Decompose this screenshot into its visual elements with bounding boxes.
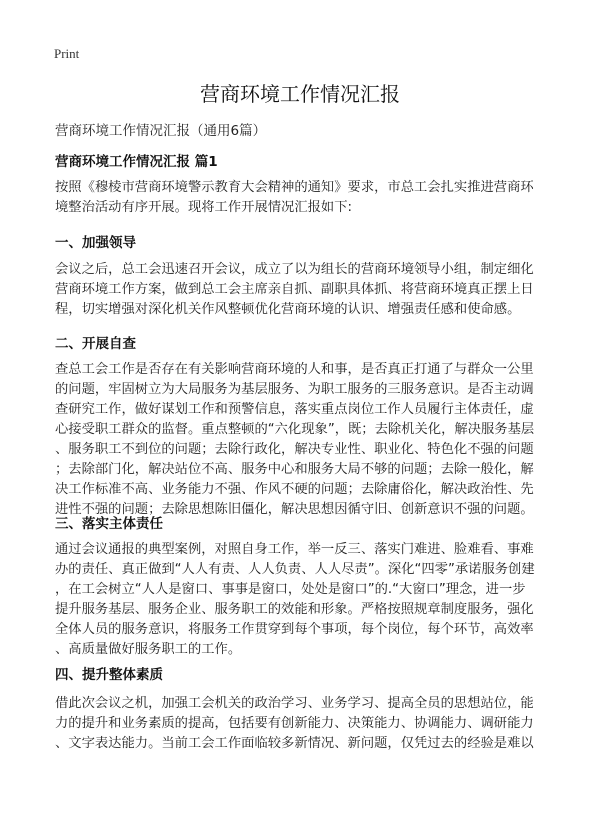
text-line: 程，切实增强对深化机关作风整顿优化营商环境的认识、增强责任感和使命感。 [55,302,521,317]
text-line: 通过会议通报的典型案例，对照自身工作，举一反三、落实门难进、脸难看、事难 [55,542,534,557]
intro-paragraph [55,178,534,218]
text-line: ；去除部门化，解决站位不高、服务中心和服务大局不够的问题；去除一般化，解 [55,462,534,477]
section-paragraph [55,540,535,660]
section-heading: 三、落实主体责任 [55,516,163,532]
section-heading: 一、加强领导 [55,235,136,251]
section-paragraph [55,360,534,520]
section-paragraph [55,260,534,320]
text-line: 、服务职工不到位的问题；去除行政化，解决专业性、职业化、特色化不强的问题 [55,442,534,457]
text-line: 、文字表达能力。当前工会工作面临较多新情况、新问题，仅凭过去的经验是难以 [55,736,534,751]
subtitle: 营商环境工作情况汇报（通用6篇） [55,123,267,139]
text-line: 办的责任、真正做到“人人有责、人人负责、人人尽责”。深化“四零”承诺服务创建 [55,562,535,577]
article-heading: 营商环境工作情况汇报 篇1 [55,154,218,170]
text-line: 借此次会议之机，加强工会机关的政治学习、业务学习、提高全员的思想站位，能 [55,696,534,711]
text-line: 全体人员的服务意识，将服务工作贯穿到每个事项，每个岗位，每个环节，高效率 [55,622,534,637]
text-line: ，在工会树立“人人是窗口、事事是窗口，处处是窗口”的.“大窗口”理念，进一步 [55,582,526,597]
text-line: 境整治活动有序开展。现将工作开展情况汇报如下: [55,200,353,215]
text-line: 、高质量做好服务职工的工作。 [55,642,242,657]
section-heading: 四、提升整体素质 [55,667,163,683]
text-line: 查总工会工作是否存在有关影响营商环境的人和事，是否真正打通了与群众一公里 [55,362,534,377]
page-title: 营商环境工作情况汇报 [200,82,400,106]
text-line: 的问题，牢固树立为大局服务为基层服务、为职工服务的三服务意识。是否主动调 [55,382,534,397]
print-link[interactable]: Print [54,46,80,61]
text-line: 会议之后，总工会迅速召开会议，成立了以为组长的营商环境领导小组，制定细化 [55,262,534,277]
text-line: 力的提升和业务素质的提高，包括要有创新能力、决策能力、协调能力、调研能力 [55,716,534,731]
section-heading: 二、开展自查 [55,336,136,352]
text-line: 按照《穆棱市营商环境警示教育大会精神的通知》要求，市总工会扎实推进营商环 [55,180,534,195]
text-line: 查研究工作，做好谋划工作和预警信息，落实重点岗位工作人员履行主体责任，虚 [55,402,534,417]
section-paragraph [55,694,534,754]
text-line: 营商环境工作方案，做到总工会主席亲自抓、副职具体抓、将营商环境真正摆上日 [55,282,534,297]
text-line: 进性不强的问题；去除思想陈旧僵化，解决思想因循守旧、创新意识不强的问题。 [55,502,534,517]
text-line: 提升服务基层、服务企业、服务职工的效能和形象。严格按照规章制度服务，强化 [55,602,534,617]
text-line: 决工作标准不高、业务能力不强、作风不硬的问题；去除庸俗化，解决政治性、先 [55,482,534,497]
text-line: 心接受职工群众的监督。重点整顿的“六化现象”，既；去除机关化，解决服务基层 [55,422,535,437]
